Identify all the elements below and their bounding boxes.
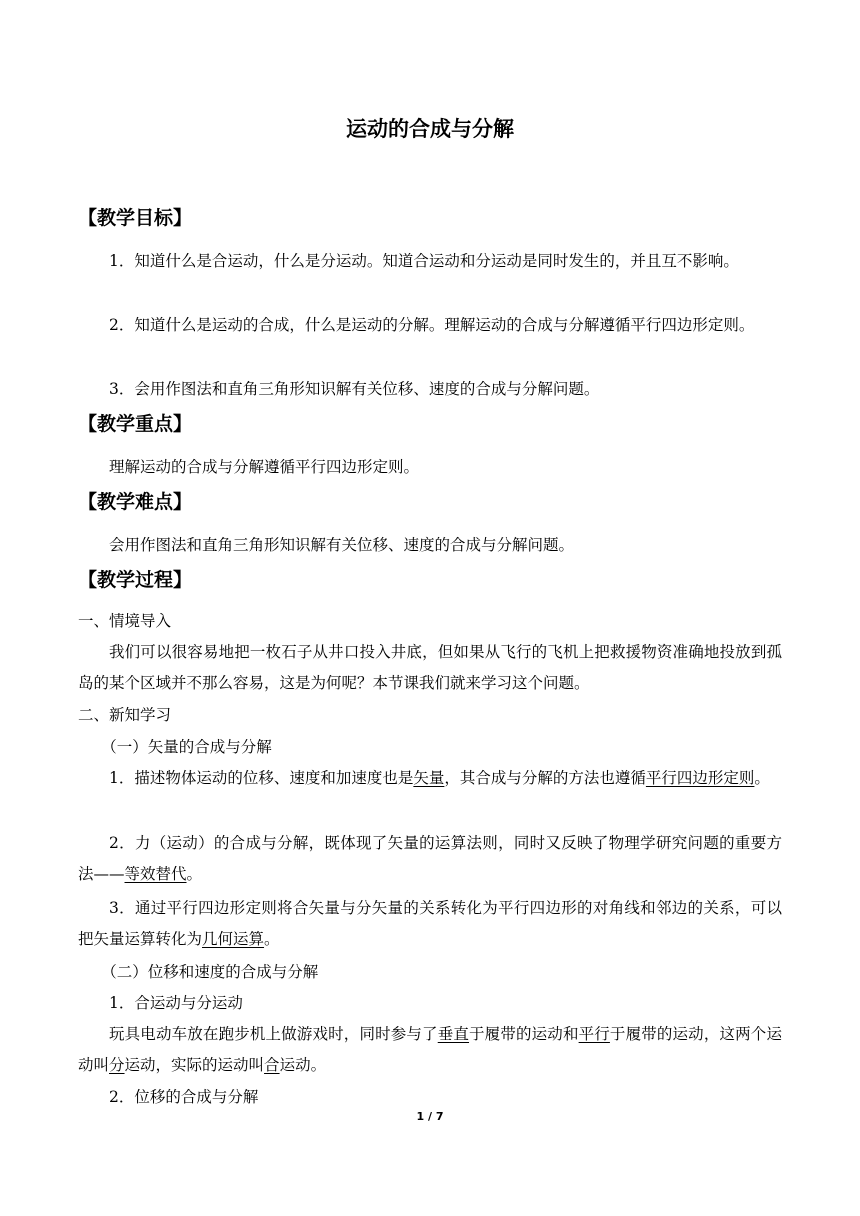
heading-key-points: 【教学重点】	[78, 413, 193, 435]
heading-process: 【教学过程】	[78, 569, 193, 591]
document-title: 运动的合成与分解	[346, 117, 514, 141]
sub2-title: （二）位移和速度的合成与分解	[101, 963, 319, 981]
page-number: 1 / 7	[416, 1110, 444, 1123]
item1-title: 1．合运动与分运动	[109, 994, 243, 1012]
new-title: 二、新知学习	[78, 706, 172, 724]
intro-title: 一、情境导入	[78, 612, 172, 630]
goal-item-1: 1．知道什么是合运动，什么是分运动。知道合运动和分运动是同时发生的，并且互不影响。	[109, 252, 739, 270]
intro-text: 我们可以很容易地把一枚石子从井口投入井底，但如果从飞行的飞机上把救援物资准确地投放到孤岛的某个区域并不那么容易，这是为何呢？本节课我们就来学习这个问题。	[78, 643, 782, 692]
motion-para: 玩具电动车放在跑步机上做游戏时，同时参与了垂直于履带的运动和平行于履带的运动，这两个运动叫分运动，实际的运动叫合运动。	[78, 1025, 782, 1074]
vector-para-3: 3．通过平行四边形定则将合矢量与分矢量的关系转化为平行四边形的对角线和邻边的关系，可以把矢量运算转化为几何运算。	[78, 899, 782, 948]
vector-para-1: 1．描述物体运动的位移、速度和加速度也是矢量，其合成与分解的方法也遵循平行四边形定则。	[109, 769, 770, 787]
sub1-title: （一）矢量的合成与分解	[101, 738, 272, 756]
goal-item-2: 2．知道什么是运动的合成，什么是运动的分解。理解运动的合成与分解遵循平行四边形定则。	[109, 316, 755, 334]
key-points-text: 理解运动的合成与分解遵循平行四边形定则。	[109, 458, 420, 476]
difficulties-text: 会用作图法和直角三角形知识解有关位移、速度的合成与分解问题。	[109, 536, 575, 554]
item2-title: 2．位移的合成与分解	[109, 1088, 259, 1106]
heading-goals: 【教学目标】	[78, 207, 193, 229]
heading-difficulties: 【教学难点】	[78, 491, 193, 513]
vector-para-2: 2．力（运动）的合成与分解，既体现了矢量的运算法则，同时又反映了物理学研究问题的重要方法——等效替代。	[78, 834, 782, 883]
goal-item-3: 3．会用作图法和直角三角形知识解有关位移、速度的合成与分解问题。	[109, 380, 600, 398]
